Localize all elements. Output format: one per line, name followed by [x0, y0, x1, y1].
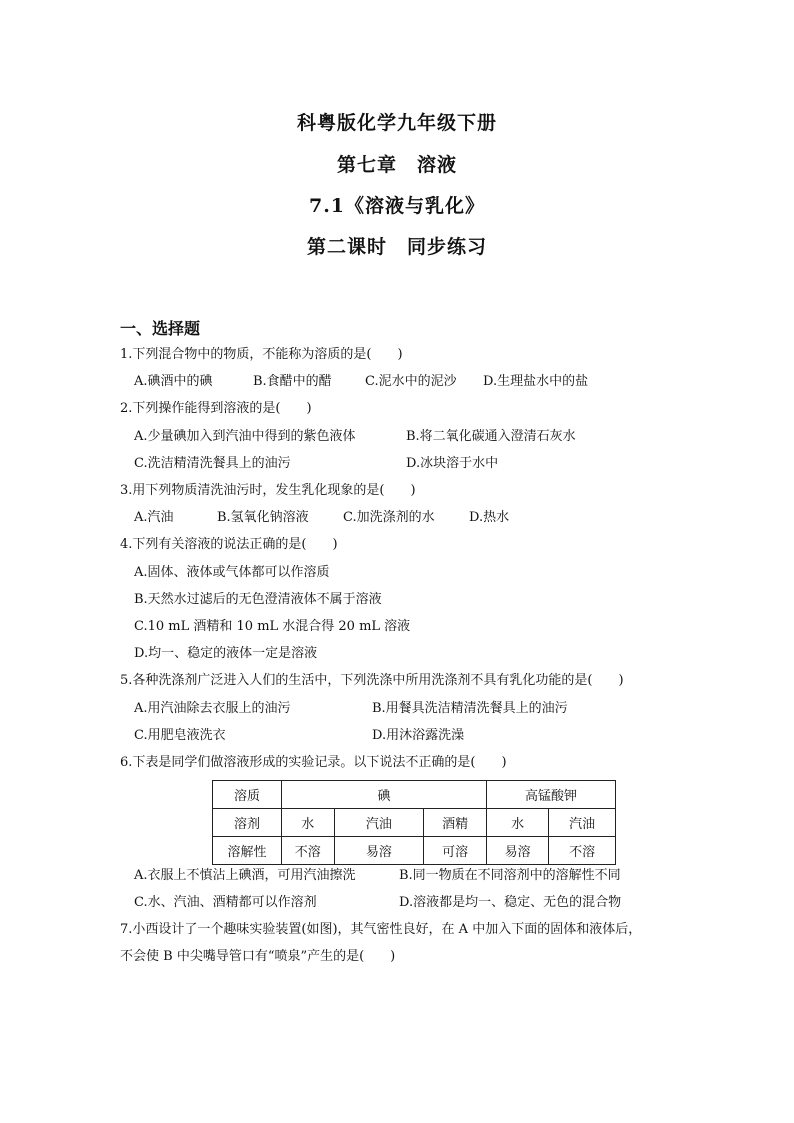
q3-option-c: C.加洗涤剂的水	[343, 510, 435, 525]
q6-option-b: B.同一物质在不同溶剂中的溶解性不同	[399, 868, 621, 883]
q3-option-a: A.汽油	[134, 510, 174, 525]
experiment-record-table	[212, 780, 616, 865]
q5-option-a: A.用汽油除去衣服上的油污	[134, 701, 291, 716]
table-cell: 不溶	[549, 837, 616, 865]
q2-option-b: B.将二氧化碳通入澄清石灰水	[406, 429, 576, 444]
q1-option-a: A.碘酒中的碘	[134, 374, 213, 389]
q4-option-b: B.天然水过滤后的无色澄清液体不属于溶液	[134, 592, 382, 607]
table-cell: 酒精	[424, 809, 487, 837]
table-cell: 易溶	[334, 837, 424, 865]
q6-option-d: D.溶液都是均一、稳定、无色的混合物	[399, 895, 622, 910]
q2-option-c: C.洗洁精清洗餐具上的油污	[134, 456, 291, 471]
q5-option-b: B.用餐具洗洁精清洗餐具上的油污	[372, 701, 568, 716]
table-cell: 汽油	[334, 809, 424, 837]
q1-option-d: D.生理盐水中的盐	[483, 374, 589, 389]
q4-option-c: C.10 mL 酒精和 10 mL 水混合得 20 mL 溶液	[134, 619, 411, 634]
lesson-title: 7.1《溶液与乳化》	[308, 195, 486, 217]
question-2-stem: 2.下列操作能得到溶液的是( )	[120, 401, 312, 416]
table-cell: 易溶	[487, 837, 549, 865]
q1-option-b: B.食醋中的醋	[253, 374, 332, 389]
q2-option-a: A.少量碘加入到汽油中得到的紫色液体	[134, 429, 356, 444]
table-row	[213, 809, 616, 837]
table-header-cell: 溶质	[213, 781, 282, 809]
table-cell: 水	[282, 809, 335, 837]
table-cell: 溶解性	[213, 837, 282, 865]
question-6-stem: 6.下表是同学们做溶液形成的实验记录。以下说法不正确的是( )	[120, 755, 507, 770]
q3-option-b: B.氢氧化钠溶液	[217, 510, 309, 525]
q3-option-d: D.热水	[469, 510, 510, 525]
q1-option-c: C.泥水中的泥沙	[365, 374, 457, 389]
table-row	[213, 837, 616, 865]
section-heading-choice: 一、选择题	[120, 319, 201, 338]
table-header-cell: 高锰酸钾	[487, 781, 616, 809]
table-cell: 水	[487, 809, 549, 837]
q6-option-c: C.水、汽油、酒精都可以作溶剂	[134, 895, 317, 910]
question-5-stem: 5.各种洗涤剂广泛进入人们的生活中，下列洗涤中所用洗涤剂不具有乳化功能的是( )	[120, 673, 624, 688]
q6-option-a: A.衣服上不慎沾上碘酒，可用汽油擦洗	[134, 868, 356, 883]
table-header-cell: 碘	[282, 781, 487, 809]
book-title: 科粤版化学九年级下册	[296, 112, 497, 134]
q4-option-a: A.固体、液体或气体都可以作溶质	[134, 565, 330, 580]
table-row	[213, 781, 616, 809]
question-1-stem: 1.下列混合物中的物质，不能称为溶质的是( )	[120, 347, 403, 362]
question-4-stem: 4.下列有关溶液的说法正确的是( )	[120, 537, 338, 552]
chapter-title: 第七章 溶液	[336, 154, 457, 176]
table-cell: 不溶	[282, 837, 335, 865]
table-cell: 溶剂	[213, 809, 282, 837]
session-title: 第二课时 同步练习	[306, 236, 487, 258]
question-7-stem-line-2: 不会使 B 中尖嘴导管口有“喷泉”产生的是( )	[120, 949, 396, 964]
question-7-stem-line-1: 7.小西设计了一个趣味实验装置(如图)，其气密性良好，在 A 中加入下面的固体和液体后，	[120, 922, 642, 937]
q4-option-d: D.均一、稳定的液体一定是溶液	[134, 646, 318, 661]
table-cell: 汽油	[549, 809, 616, 837]
question-3-stem: 3.用下列物质清洗油污时，发生乳化现象的是( )	[120, 483, 416, 498]
table-cell: 可溶	[424, 837, 487, 865]
q5-option-d: D.用沐浴露洗澡	[372, 728, 465, 743]
q2-option-d: D.冰块溶于水中	[406, 456, 499, 471]
q5-option-c: C.用肥皂液洗衣	[134, 728, 226, 743]
